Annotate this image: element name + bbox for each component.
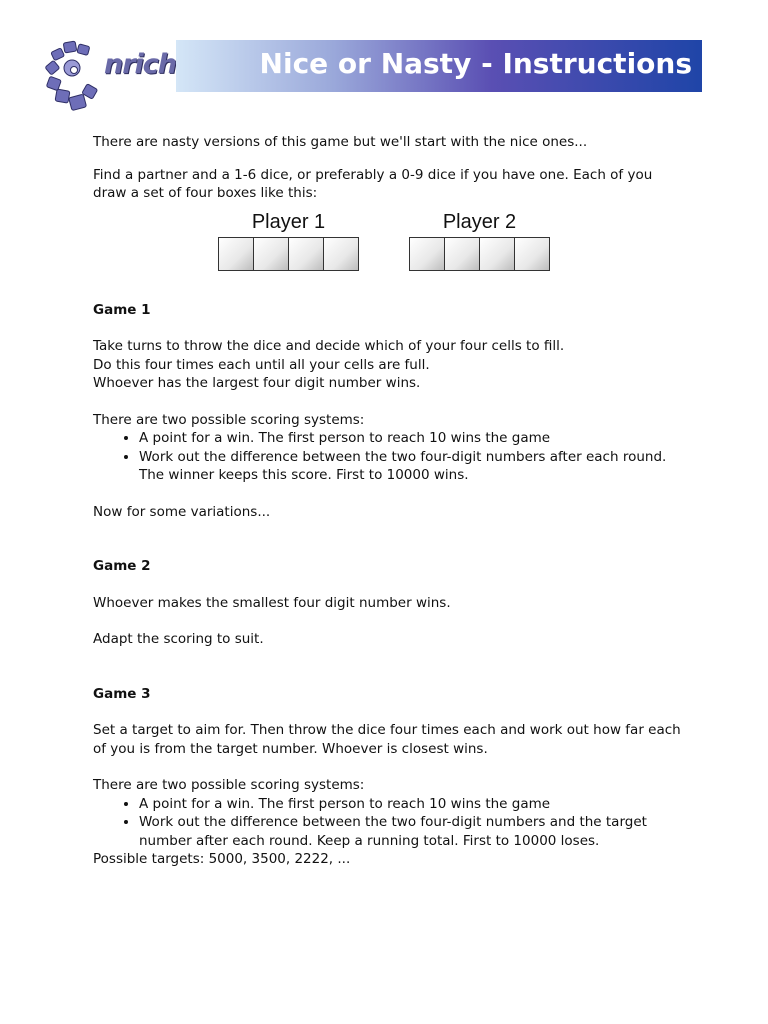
- player-1-label: Player 1: [251, 210, 326, 233]
- intro-setup: Find a partner and a 1-6 dice, or preferably a 0-9 dice if you have one. Each of you draw a set of four boxes like this:: [93, 166, 653, 201]
- game-1-scoring-list: [93, 429, 683, 485]
- list-item: [139, 448, 683, 485]
- list-item-text: Work out the difference between the two four-digit numbers after each round.: [139, 448, 667, 465]
- list-item-continuation: The winner keeps this score. First to 10000 wins.: [139, 467, 469, 483]
- game-3-scoring-intro: There are two possible scoring systems:: [93, 777, 365, 793]
- player-boxes-diagram: [93, 209, 683, 301]
- game-1-line: Do this four times each until all your cells are full.: [93, 356, 430, 373]
- page-title: Nice or Nasty - Instructions: [259, 47, 692, 80]
- title-bar: [176, 40, 702, 92]
- cell: [289, 238, 324, 270]
- player-1-board: [218, 209, 359, 271]
- cell: [515, 238, 549, 270]
- game-2-line: Adapt the scoring to suit.: [93, 631, 264, 647]
- game-1-line: Take turns to throw the dice and decide which of your four cells to fill.: [93, 338, 565, 354]
- game-3-heading: Game 3: [93, 685, 151, 702]
- player-2-board: [409, 209, 550, 271]
- cell: [219, 238, 254, 270]
- game-3-intro: Set a target to aim for. Then throw the dice four times each and work out how far each of you is from the target number. Whoever is closest wins.: [93, 722, 681, 757]
- spiral-logo-icon: [44, 38, 104, 116]
- game-1-outro: Now for some variations...: [93, 503, 271, 520]
- list-item: • Work out the difference between the two four-digit numbers and the target number after each round. Keep a running total. First to 10000 loses.: [139, 813, 683, 850]
- logo-text: nrich: [104, 49, 177, 80]
- cell: [410, 238, 445, 270]
- instructions-body: [93, 133, 683, 869]
- list-item: • A point for a win. The first person to reach 10 wins the game: [139, 795, 683, 814]
- cell: [324, 238, 358, 270]
- nrich-logo: [44, 38, 179, 116]
- cell: [480, 238, 515, 270]
- player-1-cells: [218, 237, 359, 271]
- cell: [445, 238, 480, 270]
- cell: [254, 238, 289, 270]
- player-2-label: Player 2: [442, 210, 517, 233]
- game-2-line: Whoever makes the smallest four digit number wins.: [93, 594, 451, 611]
- game-3-targets: Possible targets: 5000, 3500, 2222, ...: [93, 851, 351, 867]
- game-3-scoring-list: [93, 795, 683, 851]
- intro-line: There are nasty versions of this game but we'll start with the nice ones...: [93, 134, 588, 150]
- page-header: [44, 38, 704, 116]
- game-1-heading: Game 1: [93, 301, 151, 318]
- list-item: • A point for a win. The first person to reach 10 wins the game: [139, 429, 683, 448]
- game-1-line: Whoever has the largest four digit number wins.: [93, 375, 421, 391]
- player-2-cells: [409, 237, 550, 271]
- game-1-scoring-intro: There are two possible scoring systems:: [93, 411, 365, 428]
- game-2-heading: Game 2: [93, 558, 151, 574]
